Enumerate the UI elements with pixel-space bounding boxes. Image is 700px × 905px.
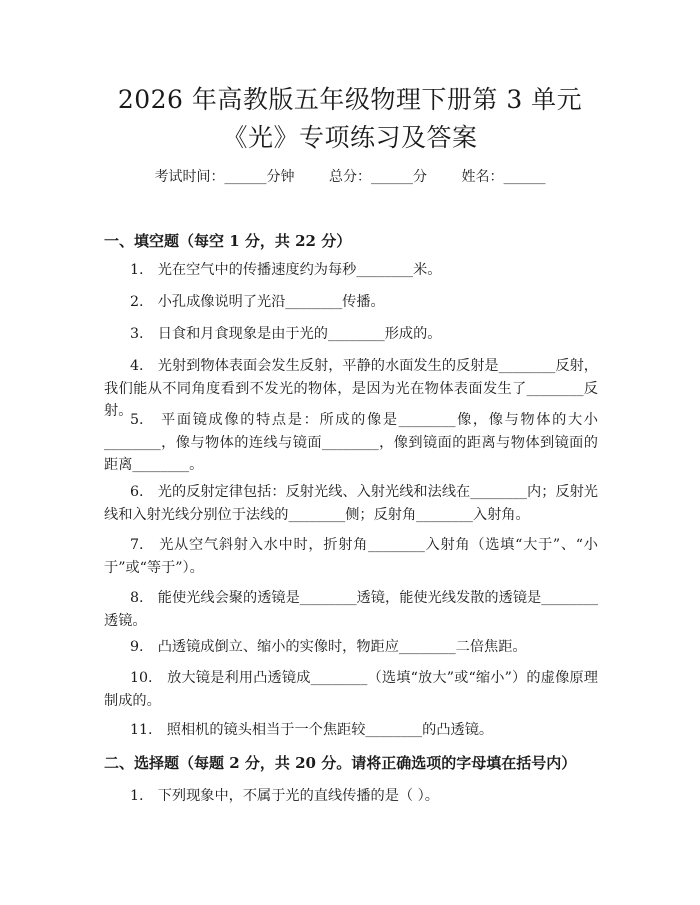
fill-question-11: 11. 照相机的镜头相当于一个焦距较________的凸透镜。: [130, 722, 494, 738]
fill-question-3: 3. 日食和月食现象是由于光的________形成的。: [130, 326, 442, 342]
fill-question-1: 1. 光在空气中的传播速度约为每秒________米。: [130, 262, 442, 278]
choice-question-1: 1. 下列现象中，不属于光的直线传播的是（ ）。: [130, 788, 439, 804]
student-name-field: 姓名：______: [461, 169, 546, 185]
fill-question-4: 4. 光射到物体表面会发生反射，平静的水面发生的反射是________反射，我们能从不同角度看到不发光的物体，是因为光在物体表面发生了________反射。: [104, 358, 598, 419]
exam-time-field: 考试时间：______分钟: [154, 169, 295, 185]
exam-info: [0, 166, 700, 186]
fill-question-9: 9. 凸透镜成倒立、缩小的实像时，物距应________二倍焦距。: [130, 639, 527, 655]
fill-question-5: 5. 平面镜成像的特点是：所成的像是________像，像与物体的大小________，像与物体的连线与镜面________，像到镜面的距离与物体到镜面的距离________。: [104, 412, 598, 473]
title-line-2: 《光》专项练习及答案: [222, 123, 478, 152]
fill-question-8: 8. 能使光线会聚的透镜是________透镜，能使光线发散的透镜是________透镜。: [104, 590, 598, 629]
fill-question-6: 6. 光的反射定律包括：反射光线、入射光线和法线在________内；反射光线和入射光线分别位于法线的________侧；反射角________入射角。: [104, 484, 598, 523]
total-score-field: 总分：______分: [329, 169, 427, 185]
title-line-1: 2026 年高教版五年级物理下册第 3 单元: [117, 85, 583, 114]
fill-question-10: 10. 放大镜是利用凸透镜成________（选填“放大”或“缩小”）的虚像原理制成的。: [104, 670, 598, 709]
section-2-heading: 二、选择题（每题 2 分，共 20 分。请将正确选项的字母填在括号内）: [104, 754, 577, 772]
section-1-heading: 一、填空题（每空 1 分，共 22 分）: [104, 232, 352, 250]
fill-question-2: 2. 小孔成像说明了光沿________传播。: [130, 294, 385, 310]
fill-question-7: 7. 光从空气斜射入水中时，折射角________入射角（选填“大于”、“小于”或“等于”）。: [104, 537, 598, 576]
